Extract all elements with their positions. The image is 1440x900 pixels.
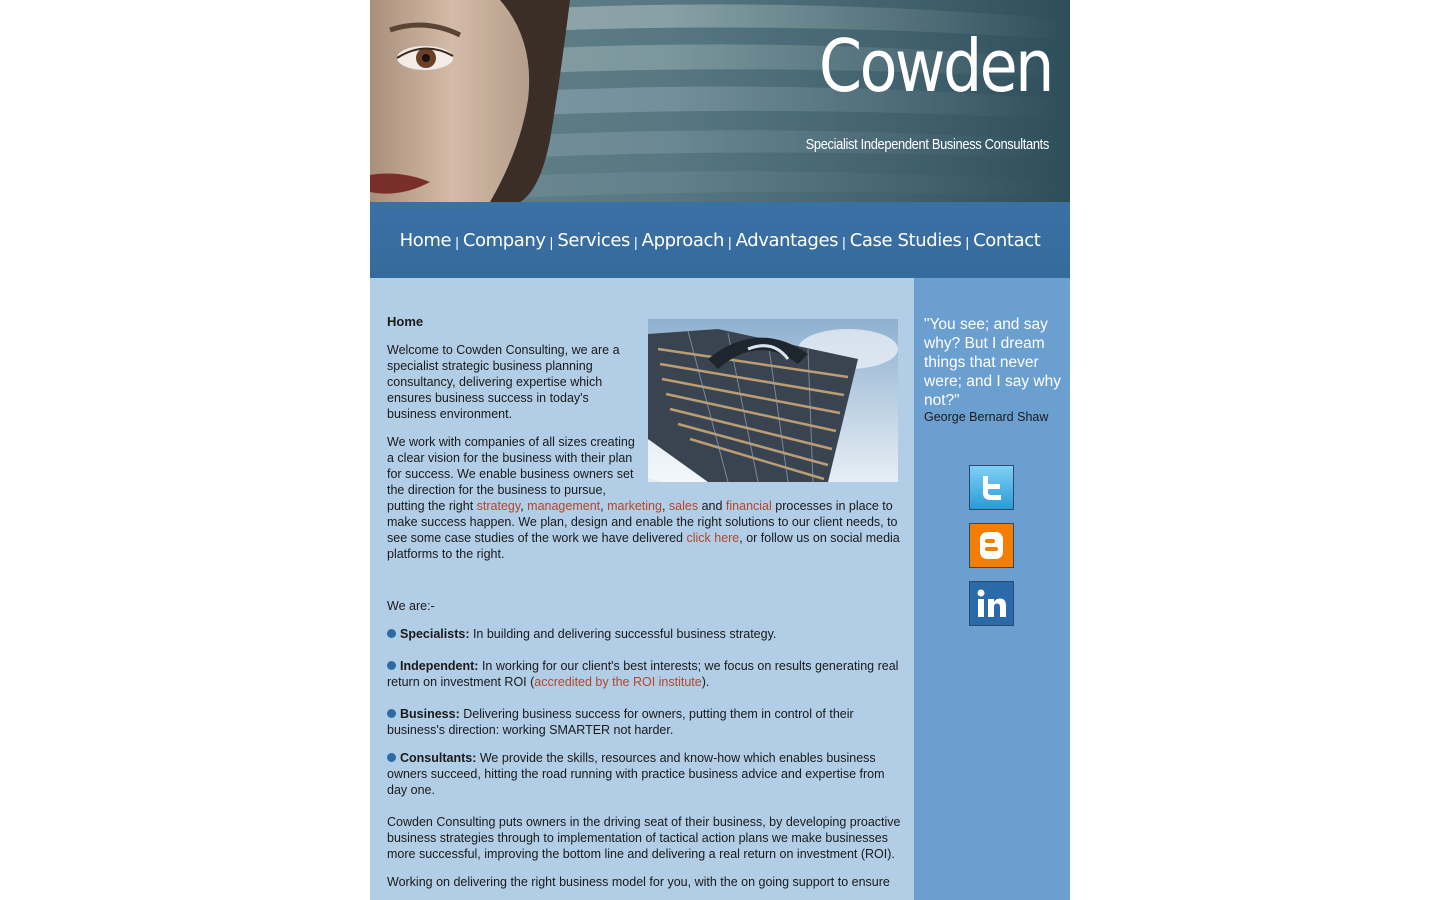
nav-company[interactable]: Company (462, 229, 546, 251)
closing-paragraph: Cowden Consulting puts owners in the driving seat of their business, by developing proactive business strategies through to implementation of tactical action plans we make businesses more successful, improving the bottom line and delivering a real return on investment (ROI). (387, 815, 901, 861)
paragraph-text: , or follow us on social media platforms to the right. (387, 531, 900, 561)
marketing-link[interactable]: marketing (607, 499, 662, 513)
bullet-icon (387, 629, 396, 638)
list-item-label: Business: (400, 707, 460, 721)
nav-case-studies[interactable]: Case Studies (849, 229, 962, 251)
roi-institute-link[interactable]: accredited by the ROI institute (534, 675, 702, 689)
paragraph-text: , (600, 499, 608, 513)
bullet-icon (387, 661, 396, 670)
nav-advantages[interactable]: Advantages (735, 229, 839, 251)
nav-separator: | (549, 234, 554, 250)
brand-logo-text: Cowden (819, 24, 1052, 108)
paragraph-text: processes in place to make success happen. We plan, design and enable the right solutions to our client needs, to see some case studies of the work we have delivered (387, 499, 898, 545)
list-item-text: In working for our client's best interests; we focus on results generating real return on investment ROI ( (387, 659, 899, 689)
paragraph-text: We work with companies of all sizes creating a clear vision for the business with their plan for success. We enable business owners set the direction for the business to pursue, putting the right (387, 435, 635, 513)
list-item-label: Consultants: (400, 751, 477, 765)
we-are-label: We are:- (387, 599, 435, 613)
nav-separator: | (455, 234, 459, 250)
paragraph-text: , (520, 499, 528, 513)
brand-tagline: Specialist Independent Business Consultants (805, 136, 1049, 153)
nav-home[interactable]: Home (399, 229, 452, 251)
nav-approach[interactable]: Approach (641, 229, 724, 251)
list-item-text: We provide the skills, resources and know-how which enables business owners succeed, hitting the road running with practice business advice and expertise from day one. (387, 751, 885, 797)
sidebar-quote: "You see; and say why? But I dream things that never were; and I say why not?" (924, 316, 1061, 409)
list-item-specialists (387, 626, 901, 642)
nav-separator: | (727, 234, 732, 250)
linkedin-icon[interactable] (969, 581, 1014, 626)
strategy-link[interactable]: strategy (476, 499, 521, 513)
intro-paragraph: Welcome to Cowden Consulting, we are a specialist strategic business planning consultancy, delivering expertise which ensures business success in today's business environment. (387, 343, 620, 421)
financial-link[interactable]: financial (725, 499, 772, 513)
nav-separator: | (634, 234, 638, 250)
bullet-icon (387, 709, 396, 718)
list-item-business (387, 706, 901, 738)
page (370, 0, 1070, 900)
quote-author: George Bernard Shaw (924, 410, 1049, 424)
main-nav (370, 202, 1070, 278)
bullet-icon (387, 753, 396, 762)
main-content (370, 278, 914, 900)
list-item-text: Delivering business success for owners, putting them in control of their business's direction: working SMARTER not harder. (387, 707, 854, 737)
sales-link[interactable]: sales (668, 499, 699, 513)
list-item-text: ). (701, 675, 710, 689)
nav-separator: | (842, 234, 846, 250)
list-item-text: In building and delivering successful business strategy. (469, 627, 777, 641)
paragraph-text: and (698, 499, 726, 513)
list-item-label: Specialists: (400, 627, 470, 641)
list-item-consultants (387, 750, 901, 798)
nav-services[interactable]: Services (557, 229, 631, 251)
header-banner (370, 0, 1070, 202)
paragraph-text: , (661, 499, 669, 513)
building-photo (648, 319, 898, 482)
nav-contact[interactable]: Contact (973, 229, 1041, 251)
nav-separator: | (965, 234, 970, 250)
twitter-icon[interactable] (969, 465, 1014, 510)
list-item-label: Independent: (400, 659, 479, 673)
management-link[interactable]: management (527, 499, 601, 513)
click-here-link[interactable]: click here (686, 531, 740, 545)
page-title: Home (387, 314, 424, 329)
blogger-icon[interactable] (969, 523, 1014, 568)
final-paragraph: Working on delivering the right business model for you, with the on going support to ensure (387, 875, 890, 889)
sidebar (914, 278, 1070, 900)
list-item-independent (387, 658, 901, 690)
